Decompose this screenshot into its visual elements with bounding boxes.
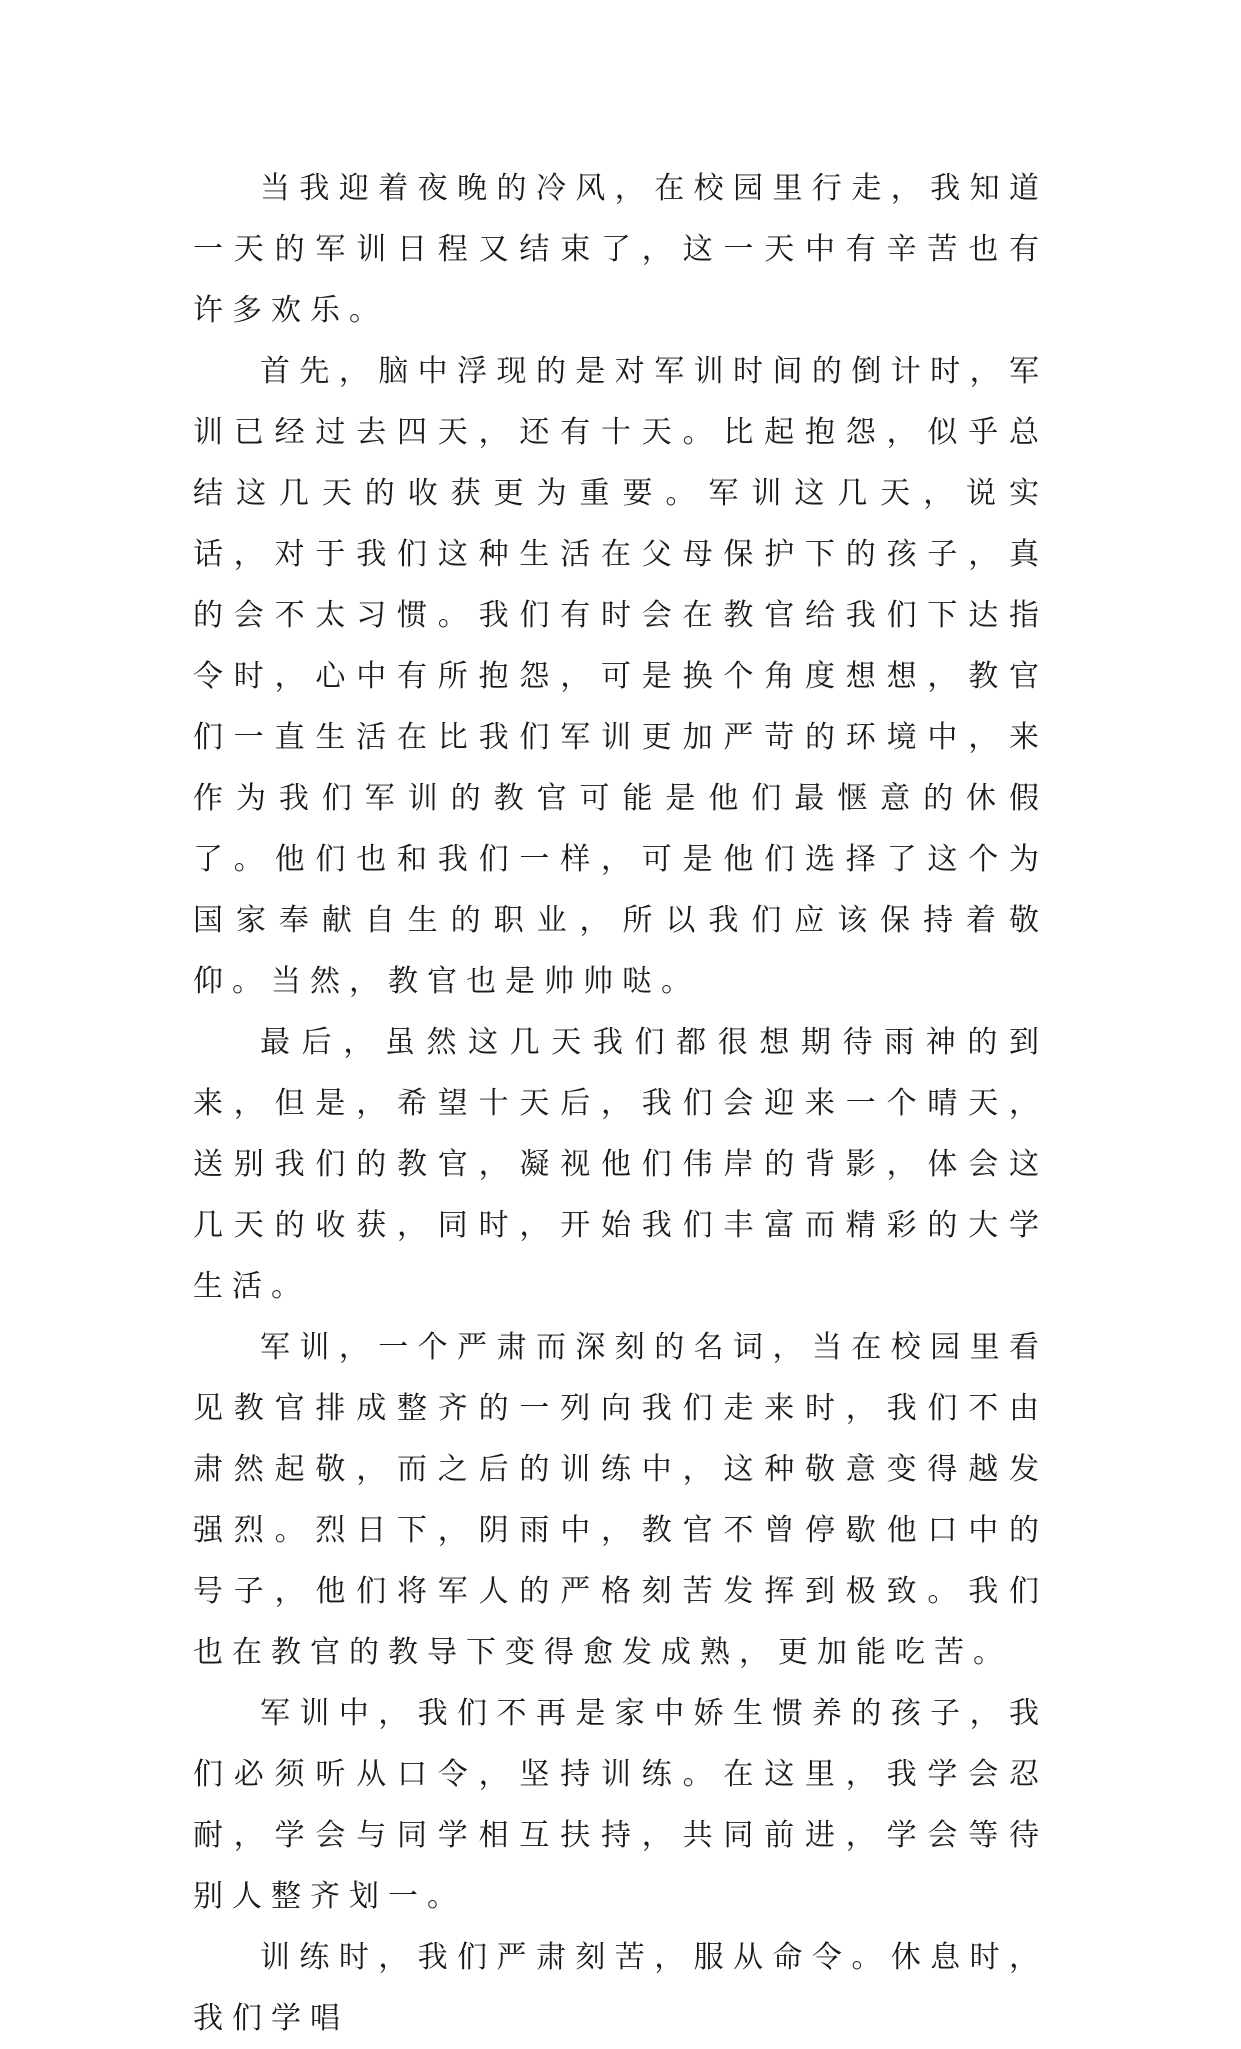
paragraph-5: 军训中，我们不再是家中娇生惯养的孩子，我们必须听从口令，坚持训练。在这里，我学会忍耐，学会与同学相互扶持，共同前进，学会等待别人整齐划一。 bbox=[193, 1696, 1048, 1914]
paragraph-4: 军训，一个严肃而深刻的名词，当在校园里看见教官排成整齐的一列向我们走来时，我们不由肃然起敬，而之后的训练中，这种敬意变得越发强烈。烈日下，阴雨中，教官不曾停歇他口中的号子，他们将军人的严格刻苦发挥到极致。我们也在教官的教导下变得愈发成熟，更加能吃苦。 bbox=[193, 1330, 1048, 1670]
document-body bbox=[193, 158, 1048, 2049]
paragraph-1: 当我迎着夜晚的冷风，在校园里行走，我知道一天的军训日程又结束了，这一天中有辛苦也有许多欢乐。 bbox=[193, 171, 1048, 328]
paragraph-3: 最后，虽然这几天我们都很想期待雨神的到来，但是，希望十天后，我们会迎来一个晴天，送别我们的教官，凝视他们伟岸的背影，体会这几天的收获，同时，开始我们丰富而精彩的大学生活。 bbox=[193, 1025, 1048, 1304]
paragraph-6: 训练时，我们严肃刻苦，服从命令。休息时，我们学唱 bbox=[193, 1940, 1048, 2036]
paragraph-2: 首先，脑中浮现的是对军训时间的倒计时，军训已经过去四天，还有十天。比起抱怨，似乎总结这几天的收获更为重要。军训这几天，说实话，对于我们这种生活在父母保护下的孩子，真的会不太习惯。我们有时会在教官给我们下达指令时，心中有所抱怨，可是换个角度想想，教官们一直生活在比我们军训更加严苛的环境中，来作为我们军训的教官可能是他们最惬意的休假了。他们也和我们一样，可是他们选择了这个为国家奉献自生的职业，所以我们应该保持着敬仰。当然，教官也是帅帅哒。 bbox=[193, 354, 1048, 999]
